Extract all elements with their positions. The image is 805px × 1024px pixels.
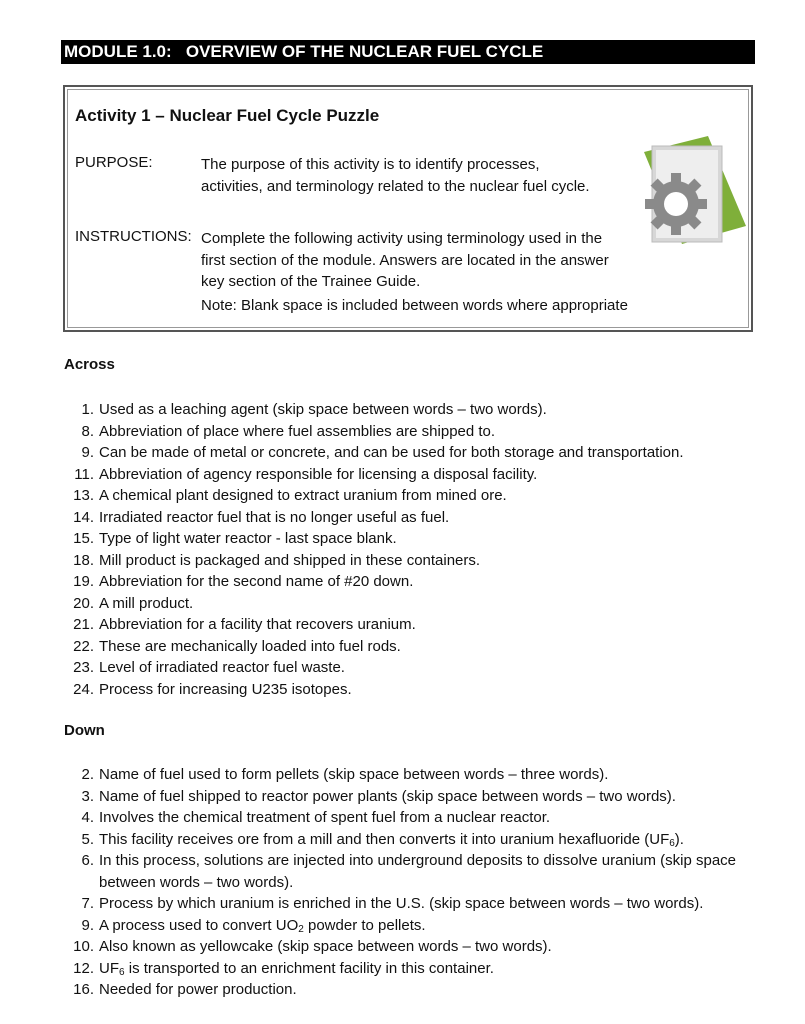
clue-text: Irradiated reactor fuel that is no longer useful as fuel.: [99, 508, 450, 526]
clue-number: 9.: [81, 916, 94, 934]
down-list: [64, 764, 764, 1001]
clue-text: Name of fuel used to form pellets (skip space between words – three words).: [99, 766, 609, 783]
clue-text: Also known as yellowcake (skip space between words – two words).: [99, 938, 552, 955]
down-clue: [64, 958, 764, 980]
clue-number: 20.: [73, 594, 94, 612]
clue-number: 9.: [81, 444, 94, 461]
across-clue: [64, 550, 764, 572]
clue-number: 19.: [73, 573, 94, 590]
clue-number: 15.: [73, 530, 94, 547]
clue-number: 10.: [73, 938, 94, 955]
note-text: Note: Blank space is included between words where appropriate: [201, 297, 628, 314]
clue-text: A chemical plant designed to extract uranium from mined ore.: [99, 487, 507, 504]
down-clue: [64, 786, 764, 808]
across-clue: [64, 442, 764, 464]
clue-number: 8.: [81, 422, 94, 440]
clue-number: 18.: [73, 551, 94, 569]
down-clue: [64, 764, 764, 786]
clue-number: 21.: [73, 616, 94, 633]
clue-text: Process by which uranium is enriched in the U.S. (skip space between words – two words).: [99, 895, 704, 912]
clue-text: In this process, solutions are injected into underground deposits to dissolve uranium (skip space between words – two words).: [99, 852, 737, 891]
clue-subscript: 6: [669, 837, 675, 849]
clue-number: 7.: [81, 895, 94, 912]
across-clue: [64, 507, 764, 529]
activity-title: Activity 1 – Nuclear Fuel Cycle Puzzle: [75, 106, 380, 125]
module-title: OVERVIEW OF THE NUCLEAR FUEL CYCLE: [185, 42, 544, 61]
clue-text: These are mechanically loaded into fuel rods.: [99, 637, 401, 655]
down-clue: [64, 915, 764, 937]
down-clue: [64, 807, 764, 829]
clue-number: 13.: [73, 487, 94, 504]
clue-text: Abbreviation of place where fuel assemblies are shipped to.: [99, 422, 496, 440]
clue-number: 16.: [73, 981, 94, 998]
across-clue: [64, 679, 764, 701]
clue-text: This facility receives ore from a mill and then converts it into uranium hexafluoride (UF: [99, 830, 670, 848]
clue-subscript: 6: [119, 966, 125, 978]
down-clue: [64, 850, 764, 893]
clue-number: 3.: [81, 787, 94, 805]
across-clue: [64, 636, 764, 658]
purpose-text: The purpose of this activity is to identify processes, activities, and terminology related to the nuclear fuel cycle.: [201, 156, 590, 195]
clue-number: 4.: [81, 809, 94, 826]
clue-number: 2.: [81, 766, 94, 783]
clue-text: Needed for power production.: [99, 981, 297, 998]
clue-text: ).: [674, 830, 684, 848]
clue-number: 6.: [81, 852, 94, 869]
purpose-label: PURPOSE:: [75, 154, 153, 171]
clue-number: 1.: [81, 401, 94, 418]
module-header-bar: [61, 40, 755, 64]
clue-text: A mill product.: [99, 594, 194, 612]
clue-number: 12.: [73, 959, 94, 977]
module-label: MODULE 1.0:: [64, 42, 172, 61]
across-clue: [64, 399, 764, 421]
clue-text: Abbreviation for a facility that recovers uranium.: [99, 616, 416, 633]
clue-number: 11.: [74, 465, 94, 483]
down-clue: [64, 979, 764, 1001]
clue-number: 22.: [73, 637, 94, 655]
clue-text: Used as a leaching agent (skip space between words – two words).: [99, 401, 547, 418]
across-clue: [64, 528, 764, 550]
clue-number: 24.: [73, 680, 94, 698]
across-clue: [64, 657, 764, 679]
across-list: [64, 399, 764, 700]
across-clue: [64, 614, 764, 636]
clue-text: Can be made of metal or concrete, and can be used for both storage and transportation.: [99, 444, 684, 461]
clue-text: Abbreviation for the second name of #20 down.: [99, 573, 414, 590]
clue-text: Level of irradiated reactor fuel waste.: [99, 659, 345, 676]
down-clue: [64, 893, 764, 915]
across-clue: [64, 485, 764, 507]
clue-text: Abbreviation of agency responsible for licensing a disposal facility.: [99, 465, 538, 483]
clue-text: Process for increasing U235 isotopes.: [99, 680, 352, 698]
clue-text: Mill product is packaged and shipped in these containers.: [99, 551, 481, 569]
gear-document-icon: [636, 134, 751, 254]
clue-number: 14.: [73, 508, 94, 526]
down-clue: [64, 936, 764, 958]
clue-text: Type of light water reactor - last space blank.: [99, 530, 397, 547]
across-heading: Across: [64, 356, 115, 373]
clue-text: Involves the chemical treatment of spent fuel from a nuclear reactor.: [99, 809, 551, 826]
clue-text: UF: [99, 959, 119, 977]
clue-text: A process used to convert UO: [99, 916, 299, 934]
instructions-text: Complete the following activity using terminology used in the first section of the module. Answers are located in the answer key section of the Trainee Guide.: [201, 230, 609, 290]
clue-subscript: 2: [298, 923, 304, 935]
clue-text: is transported to an enrichment facility in this container.: [124, 959, 494, 977]
clue-number: 23.: [73, 659, 94, 676]
across-clue: [64, 571, 764, 593]
down-heading: Down: [64, 722, 105, 739]
clue-text: Name of fuel shipped to reactor power plants (skip space between words – two words).: [99, 787, 676, 805]
down-clue: [64, 829, 764, 851]
across-clue: [64, 464, 764, 486]
across-clue: [64, 593, 764, 615]
instructions-label: INSTRUCTIONS:: [75, 228, 192, 245]
clue-text: powder to pellets.: [303, 916, 426, 934]
across-clue: [64, 421, 764, 443]
clue-number: 5.: [81, 830, 94, 848]
